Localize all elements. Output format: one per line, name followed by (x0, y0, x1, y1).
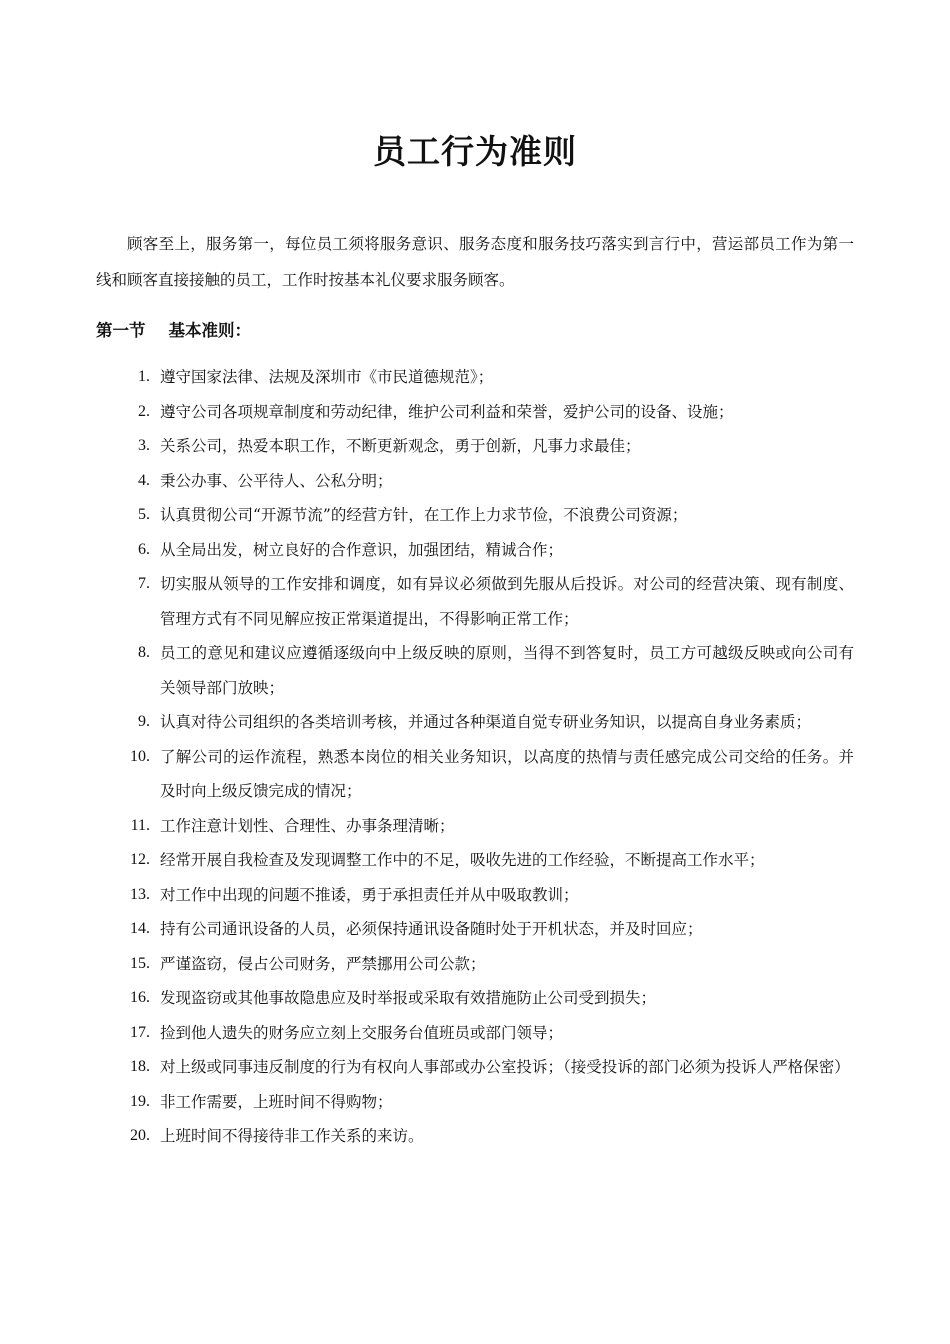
rule-text: 员工的意见和建议应遵循逐级向中上级反映的原则，当得不到答复时，员工方可越级反映或向公司有关领导部门放映； (160, 644, 854, 697)
rule-number: 13. (130, 885, 150, 903)
rule-text: 经常开展自我检查及发现调整工作中的不足，吸收先进的工作经验，不断提高工作水平； (160, 851, 765, 869)
rule-text: 秉公办事、公平待人、公私分明； (160, 471, 393, 490)
rule-item (96, 1050, 854, 1085)
rule-item (96, 843, 854, 878)
rule-number: 7. (138, 575, 150, 592)
rule-text: 上班时间不得接待非工作关系的来访。 (160, 1127, 424, 1145)
rule-item (96, 912, 854, 947)
rule-item (96, 360, 854, 395)
rule-text: 持有公司通讯设备的人员，必须保持通讯设备随时处于开机状态，并及时回应； (160, 920, 703, 938)
rule-item (96, 533, 854, 568)
rule-number: 15. (130, 954, 150, 972)
rule-text: 发现盗窃或其他事故隐患应及时举报或采取有效措施防止公司受到损失； (160, 989, 657, 1007)
rule-item (96, 981, 854, 1016)
rule-text: 遵守国家法律、法规及深圳市《市民道德规范》； (160, 368, 494, 386)
rule-item (96, 705, 854, 740)
rule-number: 1. (138, 368, 150, 385)
rule-text: 非工作需要，上班时间不得购物； (160, 1092, 393, 1111)
rule-text: 遵守公司各项规章制度和劳动纪律，维护公司利益和荣誉，爱护公司的设备、设施； (160, 402, 734, 421)
rule-number: 10. (130, 747, 150, 765)
rule-text: 切实服从领导的工作安排和调度，如有异议必须做到先服从后投诉。对公司的经营决策、现有制度、管理方式有不同见解应按正常渠道提出，不得影响正常工作； (160, 575, 854, 628)
rule-number: 2. (138, 402, 150, 420)
rule-text: 认真贯彻公司“开源节流”的经营方针，在工作上力求节俭，不浪费公司资源； (160, 506, 688, 524)
section-heading: 第一节 基本准则： (96, 321, 251, 340)
rule-text: 了解公司的运作流程，熟悉本岗位的相关业务知识，以高度的热情与责任感完成公司交给的任务。并及时向上级反馈完成的情况； (160, 747, 854, 800)
rule-item (96, 740, 854, 809)
rule-item (96, 636, 854, 705)
rule-text: 认真对待公司组织的各类培训考核，并通过各种渠道自觉专研业务知识，以提高自身业务素质； (160, 713, 812, 731)
rule-item (96, 947, 854, 982)
rule-number: 11. (130, 816, 150, 834)
rule-item (96, 1016, 854, 1051)
rule-text: 对工作中出现的问题不推诿，勇于承担责任并从中吸取教训； (160, 885, 579, 904)
rule-number: 12. (130, 851, 150, 868)
rules-list (96, 360, 854, 1154)
rule-item (96, 1085, 854, 1120)
rule-number: 3. (138, 437, 150, 454)
rule-text: 关系公司，热爱本职工作，不断更新观念，勇于创新，凡事力求最佳； (160, 437, 641, 455)
rule-number: 17. (130, 1023, 150, 1041)
rule-item (96, 395, 854, 430)
rule-item (96, 464, 854, 499)
rule-number: 8. (138, 644, 150, 661)
rule-item (96, 567, 854, 636)
rule-item (96, 878, 854, 913)
rule-number: 19. (130, 1092, 150, 1110)
rule-number: 18. (130, 1058, 150, 1075)
rule-text: 工作注意计划性、合理性、办事条理清晰； (160, 816, 455, 835)
rule-item (96, 429, 854, 464)
rule-number: 16. (130, 989, 150, 1006)
rule-item (96, 809, 854, 844)
rule-text: 捡到他人遗失的财务应立刻上交服务台值班员或部门领导； (160, 1023, 564, 1042)
rule-number: 14. (130, 920, 150, 937)
intro-paragraph: 顾客至上，服务第一，每位员工须将服务意识、服务态度和服务技巧落实到言行中，营运部员工作为第一线和顾客直接接触的员工，工作时按基本礼仪要求服务顾客。 (96, 235, 854, 289)
rule-number: 9. (138, 713, 150, 730)
document-title: 员工行为准则 (373, 132, 577, 171)
rule-number: 4. (138, 471, 150, 489)
rule-item (96, 1119, 854, 1154)
rule-item (96, 498, 854, 533)
rule-number: 20. (130, 1127, 150, 1144)
rule-text: 从全局出发，树立良好的合作意识，加强团结，精诚合作； (160, 540, 564, 559)
rule-number: 6. (138, 540, 150, 558)
rule-text: 对上级或同事违反制度的行为有权向人事部或办公室投诉；（接受投诉的部门必须为投诉人严格保密） (160, 1058, 850, 1076)
rule-text: 严谨盗窃，侵占公司财务，严禁挪用公司公款； (160, 954, 486, 973)
rule-number: 5. (138, 506, 150, 523)
